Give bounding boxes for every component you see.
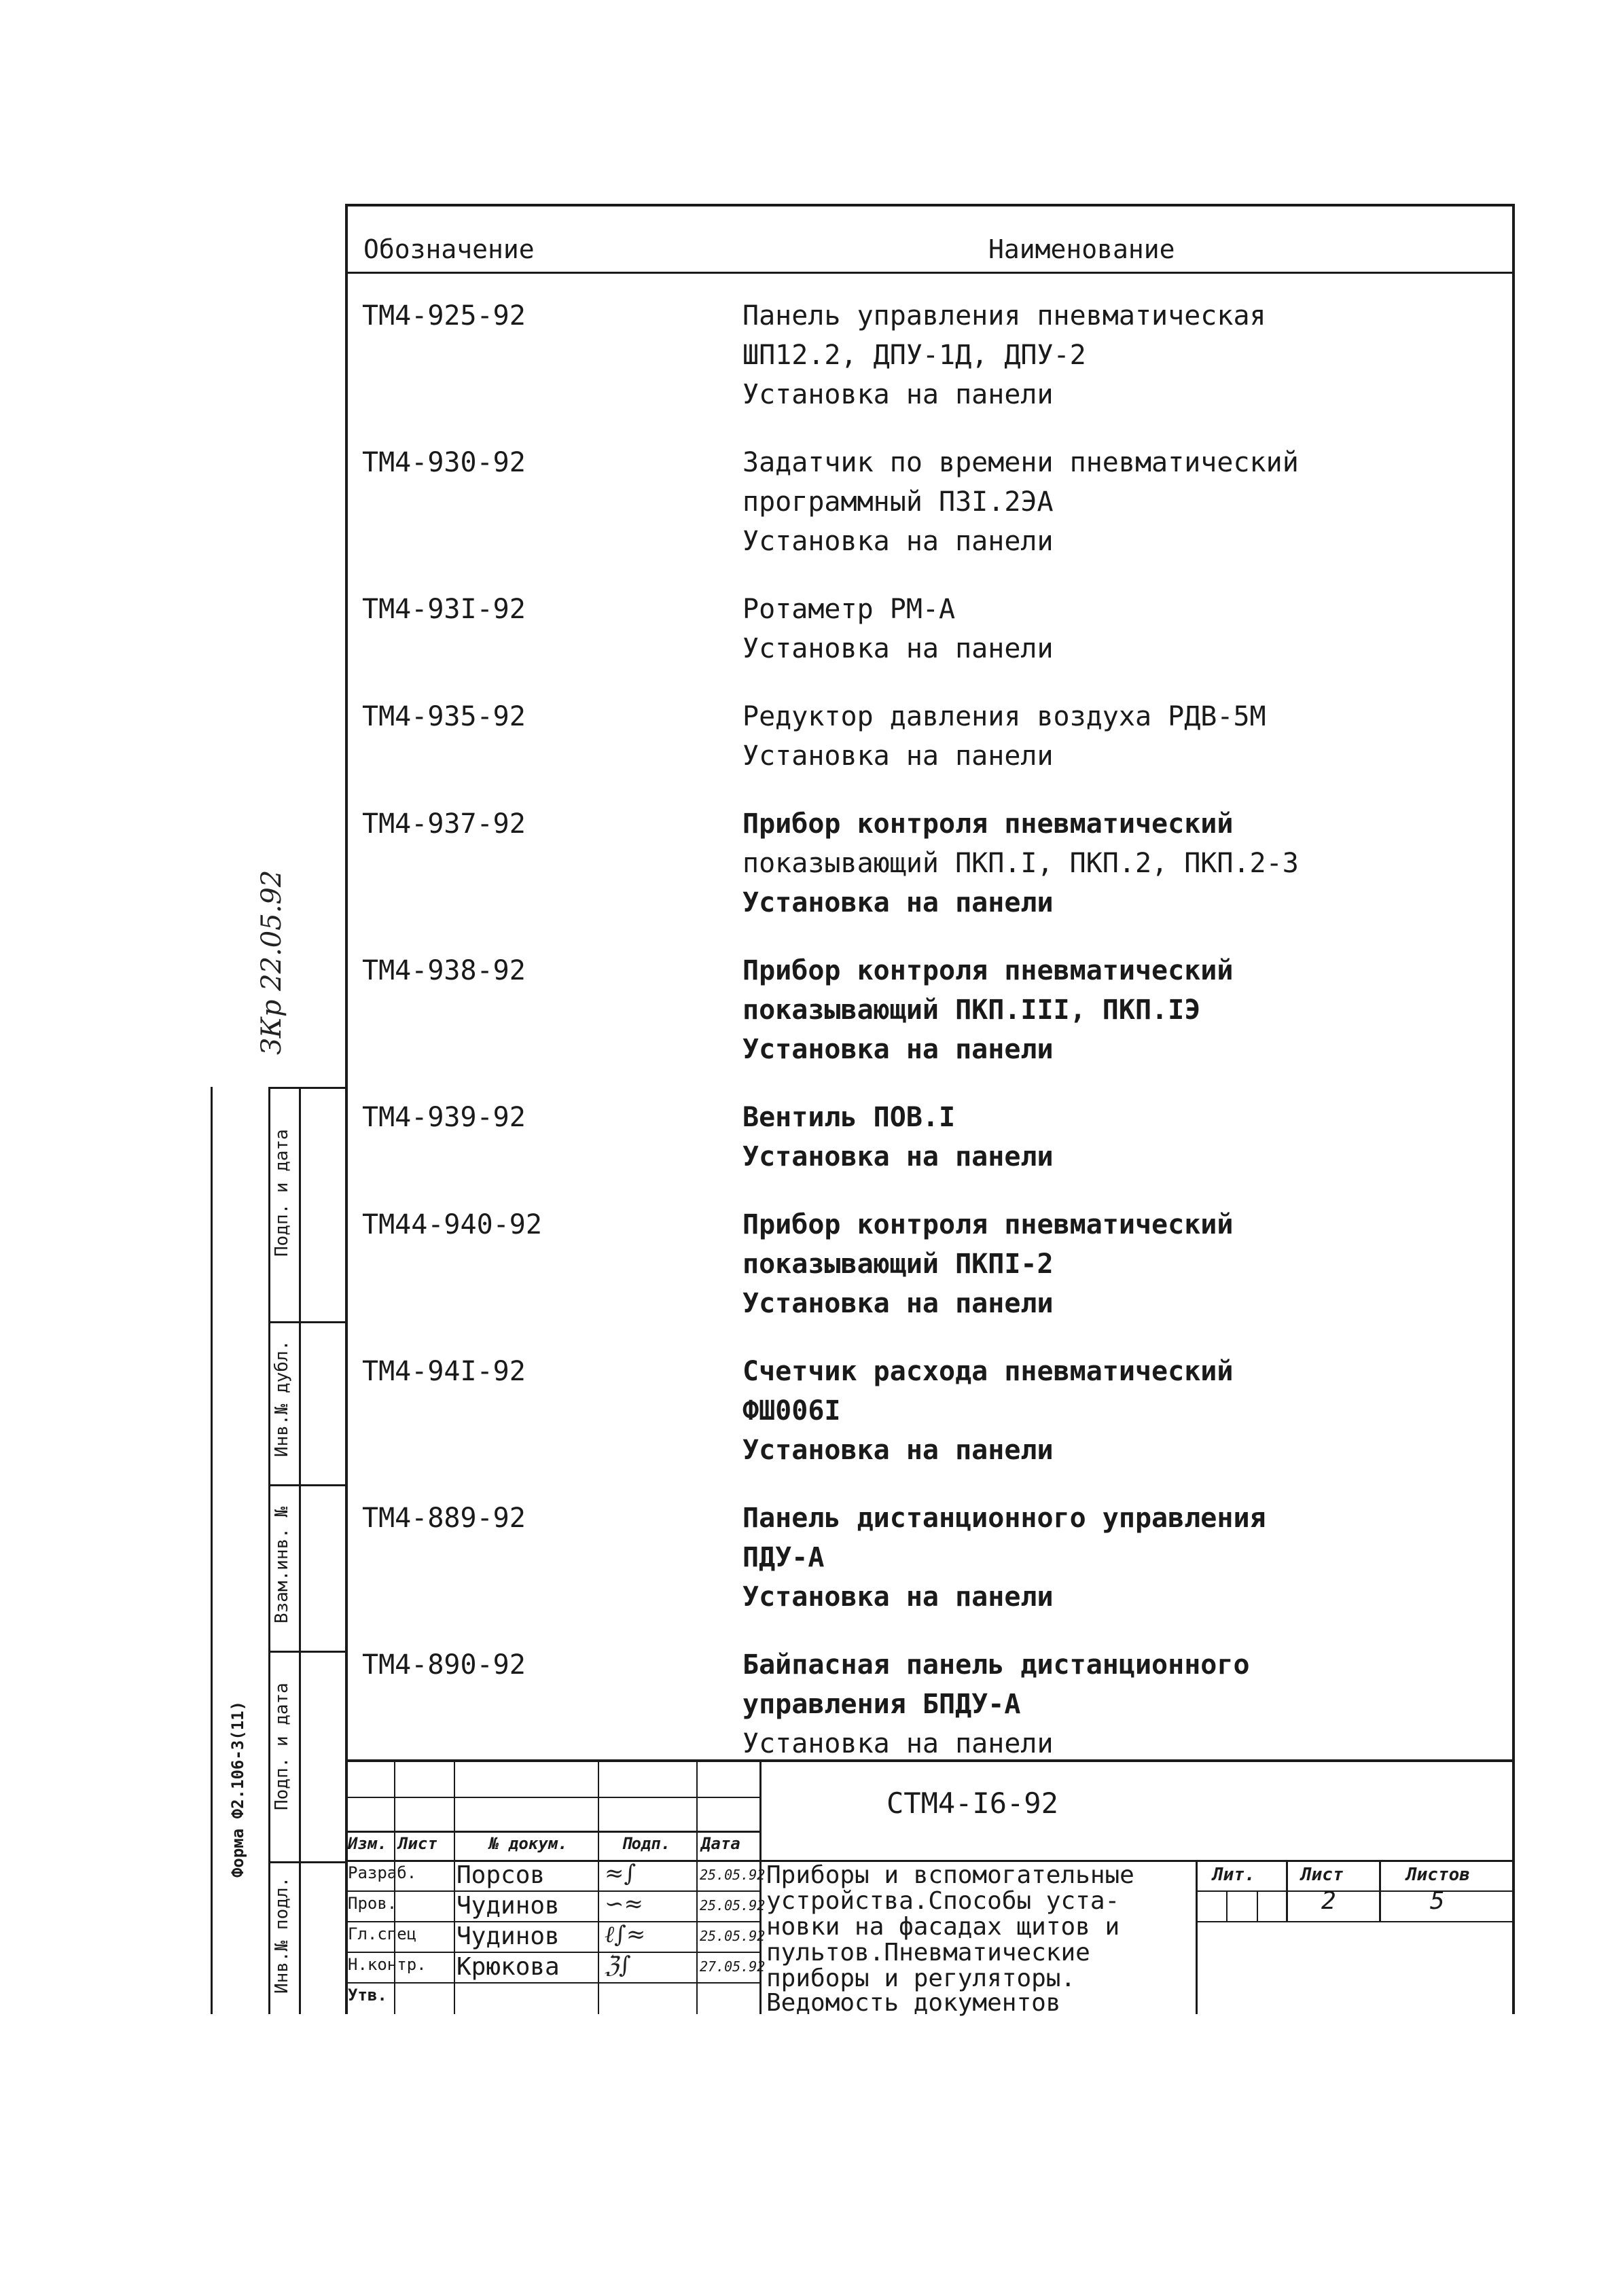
side-label-original-inv: Инв.№ подл. <box>272 1876 292 1994</box>
document-name-line: показывающий ПКПI-2 <box>742 1249 1054 1280</box>
tb-name: Порсов <box>456 1861 545 1889</box>
tb-role: Н.контр. <box>348 1955 427 1974</box>
tb-name: Чудинов <box>456 1892 560 1920</box>
tb-lit-col <box>1257 1890 1258 1921</box>
tb-sheets-total: 5 <box>1430 1887 1445 1915</box>
document-name-line: программный ПЗI.2ЭА <box>742 486 1054 518</box>
document-code: ТМ4-889-92 <box>362 1503 526 1534</box>
tb-date: 25.05.92 <box>700 1897 766 1914</box>
document-code: ТМ4-935-92 <box>362 701 526 732</box>
column-header-designation: Обозначение <box>363 234 535 264</box>
tb-header-change: Изм. <box>348 1834 387 1853</box>
handwritten-stamp: ЗКр 22.05.92 <box>256 869 287 1055</box>
document-name-line: Установка на панели <box>742 1288 1054 1319</box>
tb-role: Гл.спец <box>348 1924 417 1943</box>
tb-date: 27.05.92 <box>700 1958 766 1975</box>
document-name-line: Счетчик расхода пневматический <box>742 1356 1234 1387</box>
document-name-line: ШП12.2, ДПУ-1Д, ДПУ-2 <box>742 340 1086 371</box>
tb-col <box>454 1759 455 2014</box>
document-name-line: Установка на панели <box>742 1034 1054 1065</box>
tb-role: Пров. <box>348 1894 397 1913</box>
document-name-line: Установка на панели <box>742 887 1054 918</box>
side-label-dup-inv: Инв.№ дубл. <box>272 1340 292 1457</box>
tb-title-line: Ведомость документов <box>766 1989 1061 2017</box>
document-name-line: Прибор контроля пневматический <box>742 808 1234 840</box>
tb-date: 25.05.92 <box>700 1867 766 1883</box>
side-stamp-divider <box>268 1861 346 1863</box>
column-header-name: Наименование <box>988 234 1175 264</box>
side-stamp-border-mid <box>299 1087 301 2014</box>
document-code: ТМ4-937-92 <box>362 808 526 840</box>
document-code: ТМ4-890-92 <box>362 1649 526 1681</box>
document-name-line: ФШ006I <box>742 1395 841 1427</box>
tb-sheet-number: 2 <box>1321 1887 1336 1915</box>
document-name-line: Байпасная панель дистанционного <box>742 1649 1250 1681</box>
tb-title-line: приборы и регуляторы. <box>766 1965 1076 1992</box>
outer-left-edge <box>211 1087 213 2014</box>
tb-col <box>598 1759 599 2014</box>
tb-col <box>696 1759 698 2014</box>
frame-left <box>345 204 348 2014</box>
document-code: ТМ4-94I-92 <box>362 1356 526 1387</box>
tb-col <box>1196 1860 1198 2014</box>
header-underline <box>346 272 1514 274</box>
document-name-line: показывающий ПКП.III, ПКП.IЭ <box>742 994 1201 1026</box>
tb-date: 25.05.92 <box>700 1928 766 1944</box>
document-name-line: Панель управления пневматическая <box>742 300 1266 331</box>
signature-mark: ℓ∫≈ <box>605 1921 646 1948</box>
tb-header-date: Дата <box>701 1834 740 1853</box>
document-name-line: Задатчик по времени пневматический <box>742 447 1299 478</box>
tb-title-line: Приборы и вспомогательные <box>766 1861 1134 1889</box>
side-stamp-divider <box>268 1321 346 1323</box>
tb-top <box>346 1759 1514 1762</box>
tb-role: Разраб. <box>348 1863 417 1882</box>
tb-name: Чудинов <box>456 1922 560 1950</box>
signature-mark: ℨ∫ <box>605 1952 631 1979</box>
document-name-line: Установка на панели <box>742 379 1054 410</box>
tb-title-line: новки на фасадах щитов и <box>766 1913 1120 1941</box>
document-name-line: Редуктор давления воздуха РДВ-5М <box>742 701 1266 732</box>
tb-name: Крюкова <box>456 1953 560 1981</box>
tb-row <box>1196 1890 1514 1892</box>
document-name-line: Установка на панели <box>742 526 1054 557</box>
side-stamp-border-left <box>268 1087 270 2014</box>
tb-sheets-label: Листов <box>1406 1865 1470 1885</box>
document-code-title: СТМ4-I6-92 <box>886 1787 1058 1820</box>
tb-title-line: устройства.Способы уста- <box>766 1887 1120 1915</box>
side-label-replace-inv: Взам.инв. № <box>272 1506 292 1624</box>
tb-lit-label: Лит. <box>1213 1865 1255 1885</box>
side-stamp-top <box>268 1087 346 1089</box>
tb-header-sheet: Лист <box>398 1834 437 1853</box>
document-name-line: управления БПДУ-А <box>742 1689 1021 1720</box>
document-name-line: показывающий ПКП.I, ПКП.2, ПКП.2-3 <box>742 848 1299 879</box>
document-name-line: Ротаметр РМ-А <box>742 594 956 625</box>
document-name-line: Установка на панели <box>742 633 1054 664</box>
document-code: ТМ44-940-92 <box>362 1209 542 1240</box>
signature-mark: ≈∫ <box>605 1860 637 1887</box>
tb-header-docnum: № докум. <box>489 1834 568 1853</box>
tb-row <box>1196 1921 1514 1922</box>
document-name-line: Вентиль ПОВ.I <box>742 1102 956 1133</box>
tb-lit-col <box>1226 1890 1228 1921</box>
document-name-line: Установка на панели <box>742 1581 1054 1613</box>
document-name-line: Установка на панели <box>742 1141 1054 1172</box>
side-stamp-divider <box>268 1651 346 1653</box>
tb-col <box>394 1759 395 2014</box>
tb-col <box>759 1759 762 2014</box>
document-code: ТМ4-925-92 <box>362 300 526 331</box>
document-name-line: Установка на панели <box>742 740 1054 772</box>
side-label-sign-date: Подп. и дата <box>272 1129 292 1257</box>
document-name-line: ПДУ-А <box>742 1542 825 1573</box>
document-name-line: Прибор контроля пневматический <box>742 1209 1234 1240</box>
side-stamp-divider <box>268 1484 346 1486</box>
frame-right <box>1512 204 1515 2014</box>
tb-role: Утв. <box>348 1986 387 2005</box>
document-code: ТМ4-938-92 <box>362 955 526 986</box>
document-name-line: Установка на панели <box>742 1435 1054 1466</box>
form-label: Форма Ф2.106-3(11) <box>228 1700 247 1878</box>
document-code: ТМ4-93I-92 <box>362 594 526 625</box>
document-name-line: Панель дистанционного управления <box>742 1503 1266 1534</box>
document-name-line: Установка на панели <box>742 1728 1054 1759</box>
document-name-line: Прибор контроля пневматический <box>742 955 1234 986</box>
tb-sheet-label: Лист <box>1301 1865 1344 1885</box>
side-label-sign-date-2: Подп. и дата <box>272 1683 292 1810</box>
tb-header-sign: Подп. <box>622 1834 671 1853</box>
signature-mark: ∽≈ <box>605 1890 643 1918</box>
document-code: ТМ4-930-92 <box>362 447 526 478</box>
tb-title-line: пультов.Пневматические <box>766 1939 1090 1967</box>
frame-top <box>346 204 1514 207</box>
document-code: ТМ4-939-92 <box>362 1102 526 1133</box>
